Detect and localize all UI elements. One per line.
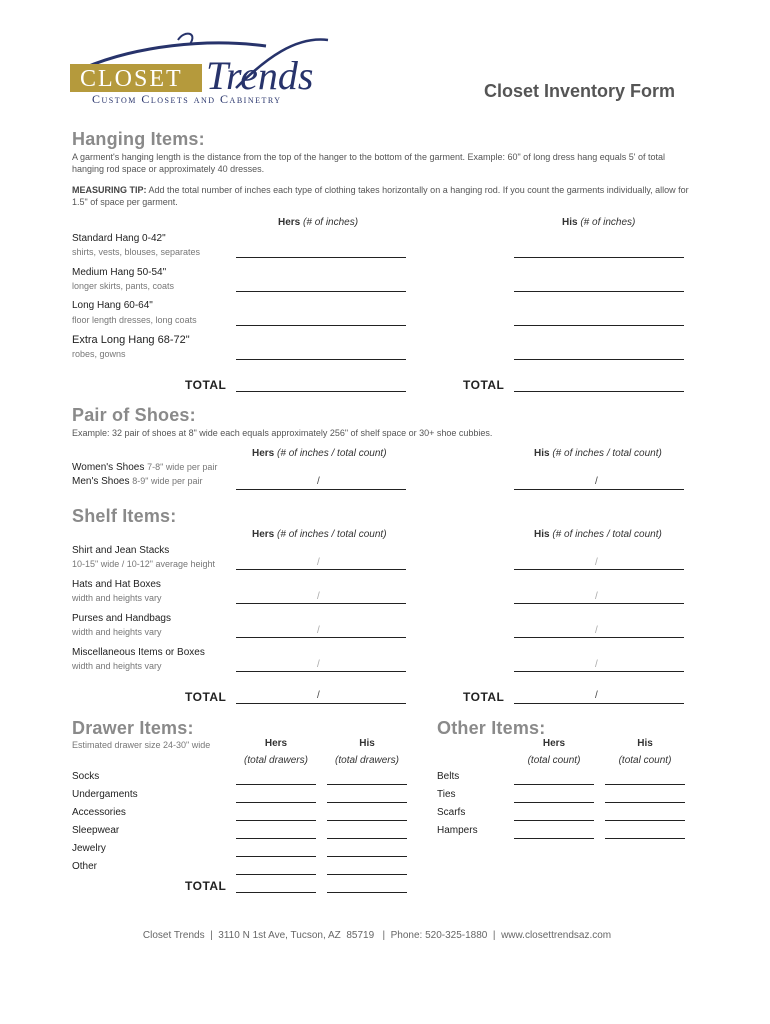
hers-total-line[interactable]: [236, 703, 406, 704]
hers-input-line[interactable]: [236, 784, 316, 785]
hanging-hers-total-label: TOTAL: [185, 378, 227, 392]
hanging-col-hers: [278, 217, 358, 228]
hers-label: Hers: [278, 217, 301, 228]
other-col-his-unit: [605, 755, 685, 766]
hers-unit: (total drawers): [244, 755, 308, 766]
his-input-line[interactable]: [327, 838, 407, 839]
hers-total-line[interactable]: [236, 391, 406, 392]
logo-tagline: Custom Closets and Cabinetry: [92, 92, 282, 106]
hers-input-line[interactable]: [236, 569, 406, 570]
hers-input-line[interactable]: [236, 671, 406, 672]
hers-input-line[interactable]: [236, 838, 316, 839]
hanging-row-label: Long Hang 60-64": [72, 300, 153, 311]
shelf-row-desc: width and heights vary: [72, 627, 162, 637]
hers-label: Hers: [252, 448, 275, 459]
other-item-label: Hampers: [437, 825, 478, 836]
hers-input-line[interactable]: [236, 637, 406, 638]
his-input-line[interactable]: [514, 637, 684, 638]
hers-input-line[interactable]: [236, 802, 316, 803]
hanging-row-desc: shirts, vests, blouses, separates: [72, 247, 201, 257]
hers-input-line[interactable]: [236, 291, 406, 292]
his-input-line[interactable]: [605, 820, 685, 821]
his-input-line[interactable]: [514, 489, 684, 490]
his-input-line[interactable]: [514, 325, 684, 326]
drawer-item-label: Socks: [72, 771, 100, 782]
shelf-heading: Shelf Items:: [72, 506, 177, 526]
hers-input-line[interactable]: [514, 802, 594, 803]
drawer-total-label: TOTAL: [185, 879, 227, 893]
his-unit: (total drawers): [335, 755, 399, 766]
hanging-row-desc: floor length dresses, long coats: [72, 315, 197, 325]
his-total-line[interactable]: [514, 703, 684, 704]
hanging-row-desc: robes, gowns: [72, 349, 126, 359]
his-unit: (# of inches): [580, 217, 636, 228]
shelf-row-desc: 10-15" wide / 10-12" average height: [72, 559, 215, 569]
his-total-line[interactable]: [327, 892, 407, 893]
hers-input-line[interactable]: [236, 874, 316, 875]
measuring-tip-text: Add the total number of inches each type of clothing takes horizontally on a hanging rod. If you count the garments individually, allow for 1.5" of space per garment.: [72, 185, 689, 207]
shelf-his-total-label: TOTAL: [463, 690, 505, 704]
drawer-note: Estimated drawer size 24-30" wide: [72, 740, 211, 750]
his-unit: (# of inches / total count): [552, 529, 662, 540]
his-input-line[interactable]: [327, 856, 407, 857]
his-label: His: [562, 217, 578, 228]
women-shoes-label: Women's Shoes: [72, 462, 145, 473]
women-shoes-row: [72, 462, 217, 473]
shelf-row-desc: width and heights vary: [72, 593, 162, 603]
drawer-item-label: Other: [72, 861, 98, 872]
shoes-heading: Pair of Shoes:: [72, 405, 196, 425]
his-input-line[interactable]: [514, 569, 684, 570]
slash-separator: /: [595, 557, 598, 568]
hanging-row-desc: longer skirts, pants, coats: [72, 281, 175, 291]
form-title: Closet Inventory Form: [484, 81, 676, 101]
other-col-hers: [514, 738, 594, 749]
his-unit: (total count): [618, 755, 672, 766]
hers-unit: (# of inches): [303, 217, 359, 228]
shelf-row-desc: width and heights vary: [72, 661, 162, 671]
logo-brand-left: CLOSET: [80, 66, 183, 92]
measuring-tip-label: MEASURING TIP:: [72, 185, 147, 195]
slash-separator: /: [317, 625, 320, 636]
hers-label: Hers: [542, 738, 566, 749]
slash-separator: /: [317, 659, 320, 670]
his-input-line[interactable]: [514, 359, 684, 360]
his-input-line[interactable]: [327, 874, 407, 875]
his-input-line[interactable]: [605, 838, 685, 839]
hers-label: Hers: [264, 738, 288, 749]
shelf-row-label: Miscellaneous Items or Boxes: [72, 647, 205, 658]
hers-input-line[interactable]: [236, 325, 406, 326]
his-input-line[interactable]: [514, 291, 684, 292]
his-input-line[interactable]: [514, 671, 684, 672]
slash-separator: /: [595, 476, 598, 487]
drawer-item-label: Jewelry: [72, 843, 106, 854]
other-heading: Other Items:: [437, 718, 546, 738]
his-input-line[interactable]: [327, 820, 407, 821]
women-shoes-desc: 7-8" wide per pair: [147, 462, 218, 472]
logo-brand-right: Trends: [206, 53, 314, 98]
drawer-col-hers-unit: [236, 755, 316, 766]
slash-separator: /: [317, 690, 320, 701]
drawer-item-label: Sleepwear: [72, 825, 120, 836]
hers-total-line[interactable]: [236, 892, 316, 893]
measuring-tip: [72, 184, 698, 208]
his-total-line[interactable]: [514, 391, 684, 392]
drawer-col-his: [327, 738, 407, 749]
hers-input-line[interactable]: [514, 820, 594, 821]
company-logo: [66, 28, 346, 108]
his-input-line[interactable]: [327, 802, 407, 803]
men-shoes-label: Men's Shoes: [72, 476, 130, 487]
slash-separator: /: [595, 690, 598, 701]
his-label: His: [534, 448, 550, 459]
hanging-his-total-label: TOTAL: [463, 378, 505, 392]
his-input-line[interactable]: [514, 603, 684, 604]
slash-separator: /: [317, 591, 320, 602]
shelf-hers-total-label: TOTAL: [185, 690, 227, 704]
hers-unit: (# of inches / total count): [277, 448, 387, 459]
his-label: His: [637, 738, 653, 749]
hers-input-line[interactable]: [236, 856, 316, 857]
hanging-row-label: Medium Hang 50-54": [72, 267, 167, 278]
his-input-line[interactable]: [327, 784, 407, 785]
slash-separator: /: [317, 557, 320, 568]
hers-input-line[interactable]: [236, 603, 406, 604]
shoes-col-hers: [252, 448, 387, 459]
drawer-heading: Drawer Items:: [72, 718, 194, 738]
drawer-col-hers: [236, 738, 316, 749]
hanging-row-label: Standard Hang 0-42": [72, 233, 166, 244]
other-col-hers-unit: [514, 755, 594, 766]
hanging-col-his: [562, 217, 635, 228]
hers-label: Hers: [252, 529, 275, 540]
other-item-label: Scarfs: [437, 807, 466, 818]
hers-input-line[interactable]: [236, 359, 406, 360]
hanging-row-label: Extra Long Hang 68-72": [72, 334, 190, 346]
hers-input-line[interactable]: [236, 257, 406, 258]
hers-input-line[interactable]: [236, 820, 316, 821]
hers-input-line[interactable]: [514, 784, 594, 785]
slash-separator: /: [595, 625, 598, 636]
his-input-line[interactable]: [605, 784, 685, 785]
drawer-item-label: Undergaments: [72, 789, 138, 800]
shoes-example: Example: 32 pair of shoes at 8" wide each equals approximately 256" of shelf space or 30+ shoe cubbies.: [72, 428, 493, 438]
his-unit: (# of inches / total count): [552, 448, 662, 459]
hers-input-line[interactable]: [514, 838, 594, 839]
drawer-item-label: Accessories: [72, 807, 126, 818]
hers-input-line[interactable]: [236, 489, 406, 490]
his-label: His: [534, 529, 550, 540]
shelf-col-hers: [252, 529, 387, 540]
shelf-row-label: Shirt and Jean Stacks: [72, 545, 170, 556]
drawer-col-his-unit: [327, 755, 407, 766]
shoes-col-his: [534, 448, 662, 459]
other-item-label: Ties: [437, 789, 456, 800]
other-item-label: Belts: [437, 771, 460, 782]
slash-separator: /: [595, 591, 598, 602]
hanging-heading: Hanging Items:: [72, 129, 205, 149]
slash-separator: /: [317, 476, 320, 487]
hanging-intro: A garment's hanging length is the distance from the top of the hanger to the bottom of the garment. Example: 60" of long dress hang equals 5' of total hanging rod space or approximately 40 dresses.: [72, 152, 666, 174]
hers-unit: (# of inches / total count): [277, 529, 387, 540]
slash-separator: /: [595, 659, 598, 670]
men-shoes-row: [72, 476, 203, 487]
footer-contact: Closet Trends | 3110 N 1st Ave, Tucson, AZ 85719 | Phone: 520-325-1880 | www.closettrendsaz.com: [142, 930, 612, 941]
other-col-his: [605, 738, 685, 749]
his-input-line[interactable]: [605, 802, 685, 803]
his-input-line[interactable]: [514, 257, 684, 258]
shelf-row-label: Hats and Hat Boxes: [72, 579, 161, 590]
men-shoes-desc: 8-9" wide per pair: [132, 476, 203, 486]
his-label: His: [359, 738, 375, 749]
shelf-col-his: [534, 529, 662, 540]
shelf-row-label: Purses and Handbags: [72, 613, 171, 624]
hers-unit: (total count): [527, 755, 581, 766]
